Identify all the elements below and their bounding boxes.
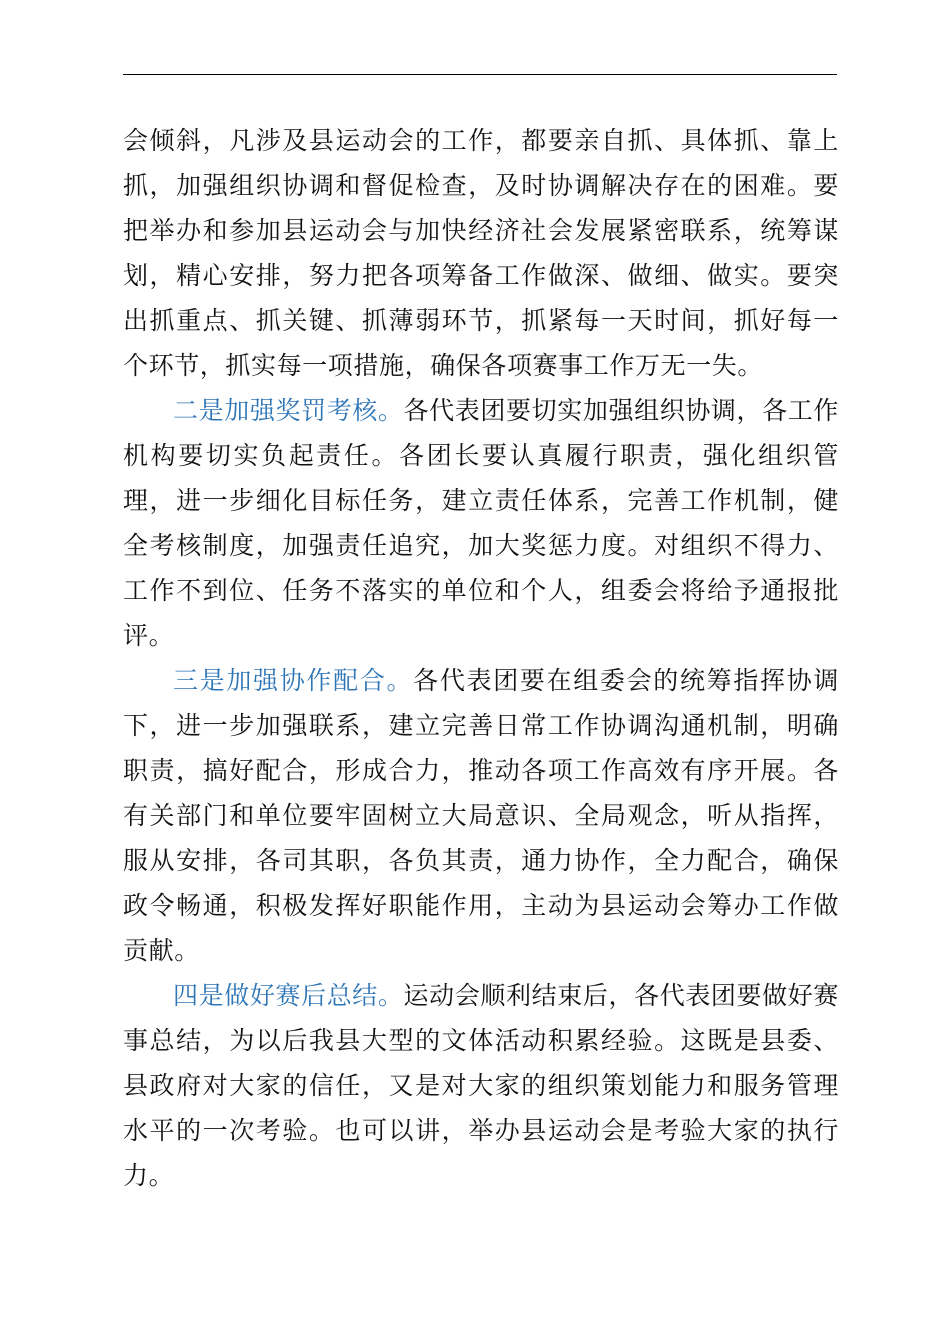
paragraph-continuation (123, 118, 839, 388)
paragraph-heading: 四是做好赛后总结。 (173, 981, 404, 1010)
paragraph-heading: 三是加强协作配合。 (173, 666, 414, 695)
paragraph-body: 会倾斜，凡涉及县运动会的工作，都要亲自抓、具体抓、靠上抓，加强组织协调和督促检查，及时协调解决存在的困难。要把举办和参加县运动会与加快经济社会发展紧密联系，统筹谋划，精心安排，努力把各项筹备工作做深、做细、做实。要突出抓重点、抓关键、抓薄弱环节，抓紧每一天时间，抓好每一个环节，抓实每一项措施，确保各项赛事工作万无一失。 (123, 126, 839, 380)
paragraph-cooperation (123, 658, 839, 973)
document-body (123, 118, 839, 1198)
paragraph-heading: 二是加强奖罚考核。 (173, 396, 404, 425)
paragraph-body: 各代表团要切实加强组织协调，各工作机构要切实负起责任。各团长要认真履行职责，强化组织管理，进一步细化目标任务，建立责任体系，完善工作机制，健全考核制度，加强责任追究，加大奖惩力度。对组织不得力、工作不到位、任务不落实的单位和个人，组委会将给予通报批评。 (123, 396, 839, 650)
paragraph-body: 各代表团要在组委会的统筹指挥协调下，进一步加强联系，建立完善日常工作协调沟通机制，明确职责，搞好配合，形成合力，推动各项工作高效有序开展。各有关部门和单位要牢固树立大局意识、全局观念，听从指挥，服从安排，各司其职，各负其责，通力协作，全力配合，确保政令畅通，积极发挥好职能作用，主动为县运动会筹办工作做贡献。 (123, 666, 839, 965)
header-rule (123, 74, 837, 75)
paragraph-body: 运动会顺利结束后，各代表团要做好赛事总结，为以后我县大型的文体活动积累经验。这既是县委、县政府对大家的信任，又是对大家的组织策划能力和服务管理水平的一次考验。也可以讲，举办县运动会是考验大家的执行力。 (123, 981, 839, 1190)
paragraph-summary (123, 973, 839, 1198)
paragraph-reward-punishment (123, 388, 839, 658)
